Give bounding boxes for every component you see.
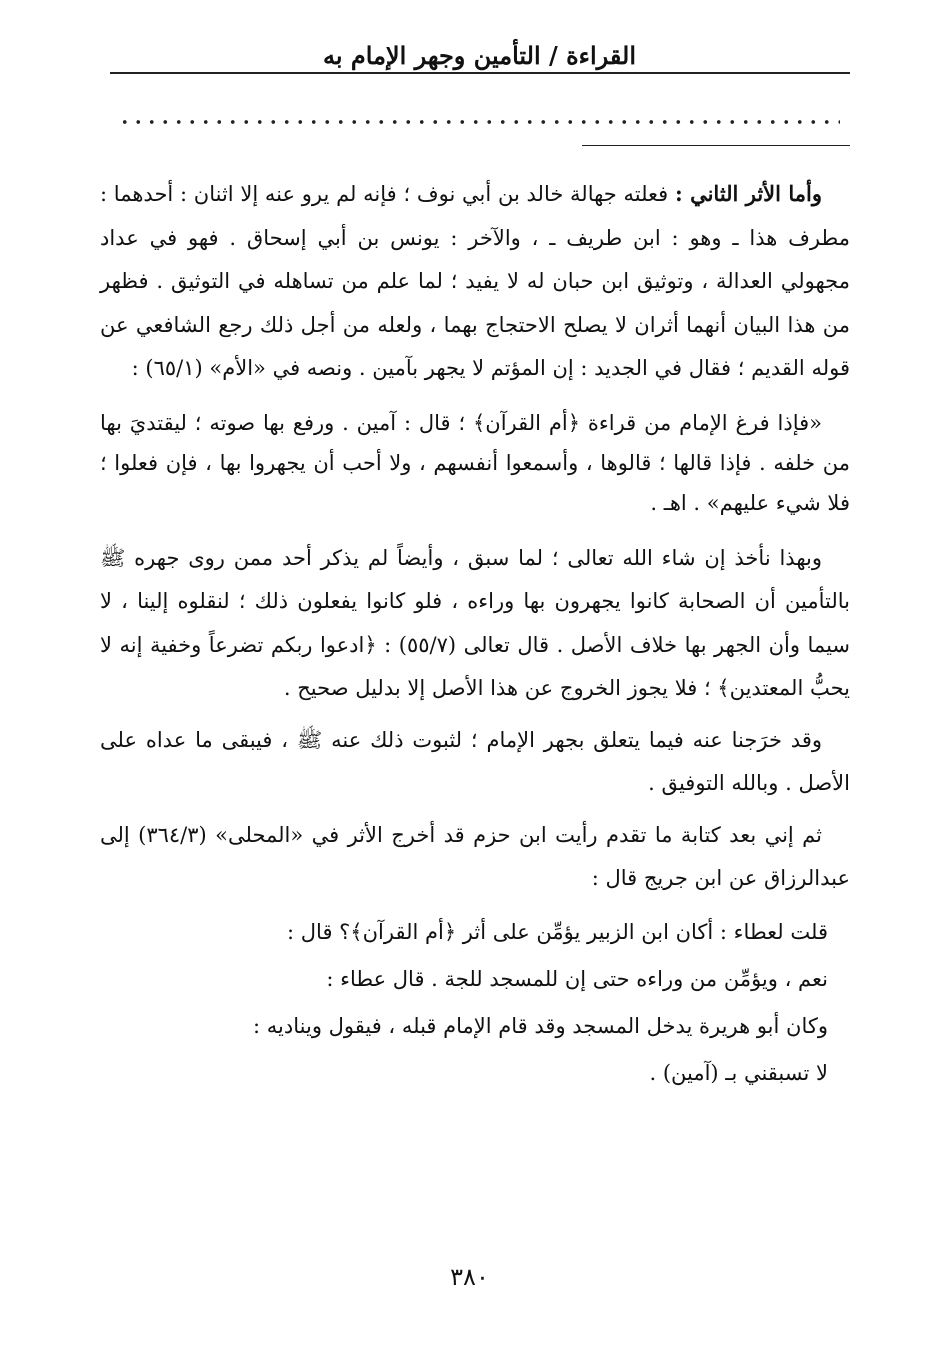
page-body: [100, 172, 850, 1097]
paragraph-ruling: وبهذا نأخذ إن شاء الله تعالى ؛ لما سبق ، وأيضاً لم يذكر أحد ممن روى جهره ﷺ بالتأمين أن الصحابة كانوا يجهرون بها وراءه ، فلو كانوا يفعلون ذلك ؛ لنقلوه إلينا ، لا سيما وأن الجهر بها خلاف الأصل . قال تعالى (٥٥/٧) : ﴿ادعوا ربكم تضرعاً وخفية إنه لا يحبُّ المعتدين﴾ ؛ فلا يجوز الخروج عن هذا الأصل إلا بدليل صحيح .: [100, 545, 850, 700]
narration-line: لا تسبقني بـ (آمين) .: [649, 1060, 828, 1085]
narration-line: وكان أبو هريرة يدخل المسجد وقد قام الإمام قبله ، فيقول ويناديه :: [253, 1013, 828, 1038]
running-title: القراءة / التأمين وجهر الإمام به: [323, 41, 636, 70]
page-number: ٣٨٠: [450, 1263, 489, 1291]
narration-block: [140, 909, 828, 1097]
header-rule: [110, 72, 850, 74]
paragraph-exception: وقد خرَجنا عنه فيما يتعلق بجهر الإمام ؛ لثبوت ذلك عنه ﷺ ، فيبقى ما عداه على الأصل . وبالله التوفيق .: [100, 727, 850, 795]
paragraph-lead: وأما الأثر الثاني :: [674, 181, 822, 206]
paragraph-text: فعلته جهالة خالد بن أبي نوف ؛ فإنه لم يرو عنه إلا اثنان : أحدهما : مطرف هذا ـ وهو : ابن طريف ـ ، والآخر : يونس بن أبي إسحاق . فهو في عداد مجهولي العدالة ، وتوثيق ابن حبان له لا يفيد ؛ لما علم من تساهله في التوثيق . فظهر من هذا البيان أنهما أثران لا يصلح الاحتجاج بهما ، ولعله من أجل ذلك رجع الشافعي عن قوله القديم ؛ فقال في الجديد : إن المؤتم لا يجهر بآمين . ونصه في «الأم» (٦٥/١) :: [100, 182, 850, 380]
dotted-separator: [118, 112, 840, 132]
narration-line: نعم ، ويؤمِّن من وراءه حتى إن للمسجد للجة . قال عطاء :: [326, 966, 828, 991]
quotation-al-umm: «فإذا فرغ الإمام من قراءة ﴿أم القرآن﴾ ؛ قال : آمين . ورفع بها صوته ؛ ليقتديَ بها من خلفه . فإذا قالها ؛ قالوها ، وأسمعوا أنفسهم ، ولا أحب أن يجهروا بها ، فإن فعلوا ؛ فلا شيء عليهم» . اهـ .: [100, 410, 850, 515]
short-separator-rule: [582, 145, 850, 146]
narration-line: قلت لعطاء : أكان ابن الزبير يؤمِّن على أثر ﴿أم القرآن﴾؟ قال :: [287, 919, 828, 944]
paragraph-ibn-hazm: ثم إني بعد كتابة ما تقدم رأيت ابن حزم قد أخرج الأثر في «المحلى» (٣٦٤/٣) إلى عبدالرزاق عن ابن جريج قال :: [100, 822, 850, 890]
paragraph-second-athar: [100, 172, 850, 391]
